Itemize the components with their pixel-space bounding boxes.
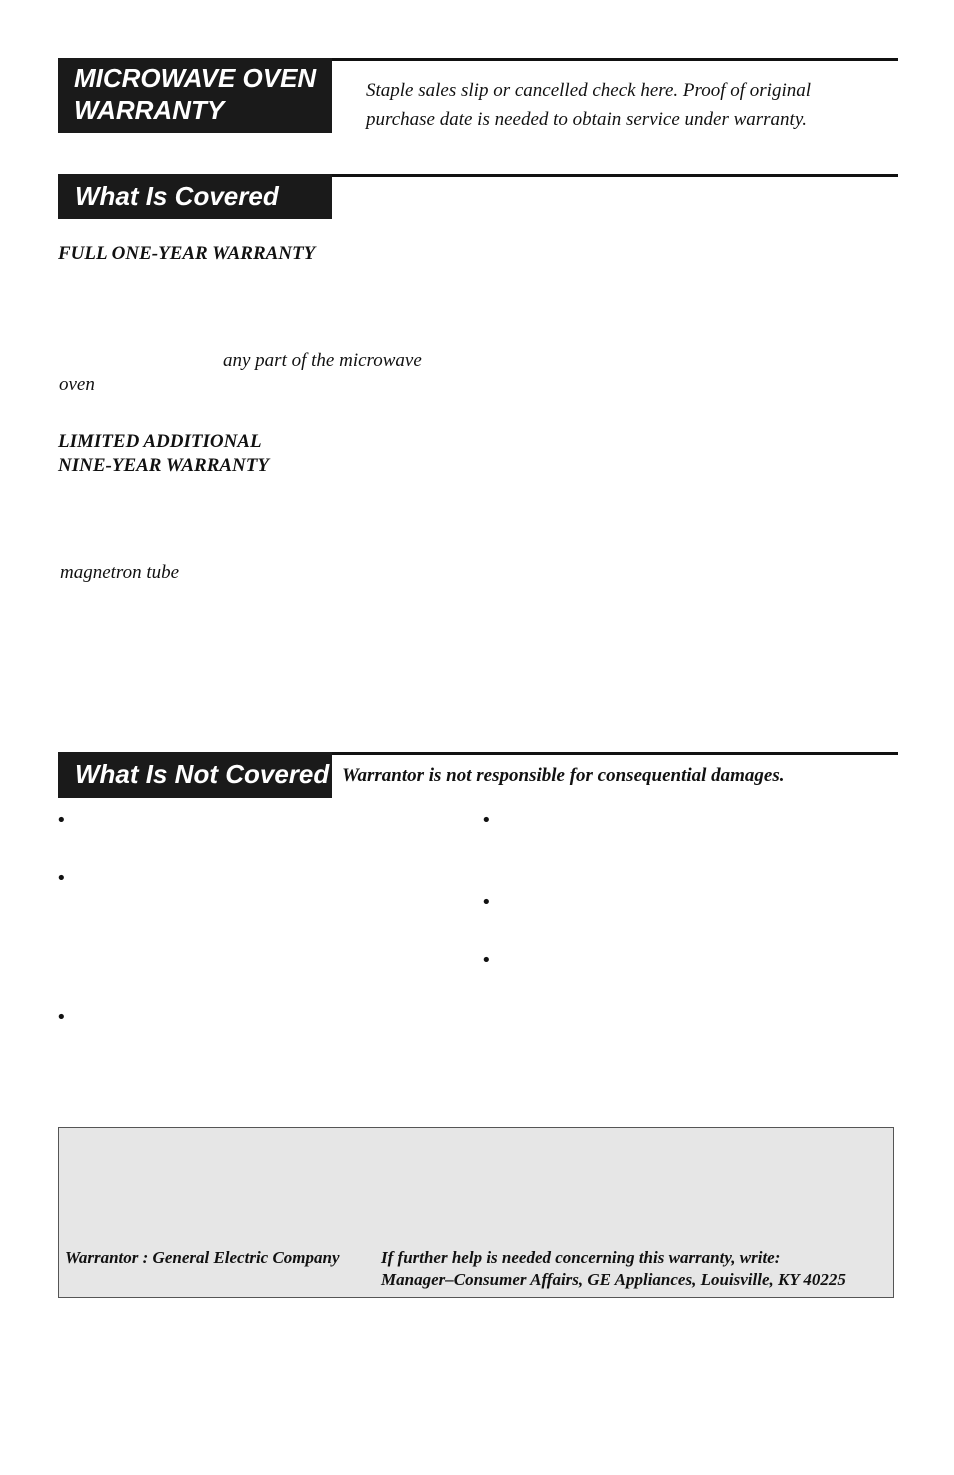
warrantor-name: Warrantor : General Electric Company — [65, 1248, 340, 1267]
any-part-fragment: any part of the microwave — [223, 350, 422, 371]
limited-warranty-line1: LIMITED ADDITIONAL — [58, 431, 262, 452]
staple-note — [366, 76, 811, 134]
what-is-not-covered-heading: What Is Not Covered — [58, 752, 332, 798]
warranty-title-box — [58, 58, 332, 133]
what-is-covered-heading: What Is Covered — [58, 174, 332, 219]
warrantor-info-box — [58, 1127, 894, 1298]
further-help-line1: If further help is needed concerning this warranty, write: — [381, 1248, 781, 1267]
further-help-line2: Manager–Consumer Affairs, GE Appliances, Louisville, KY 40225 — [381, 1270, 846, 1289]
magnetron-tube-fragment: magnetron tube — [60, 562, 180, 583]
limited-warranty-line2: NINE-YEAR WARRANTY — [58, 455, 269, 476]
not-covered-bullet-1: • — [56, 810, 67, 831]
not-covered-bullet-4: • — [481, 810, 492, 831]
oven-fragment: oven — [59, 374, 95, 395]
staple-note-line1: Staple sales slip or cancelled check here. Proof of original — [366, 80, 811, 101]
not-covered-bullet-3: • — [56, 1007, 67, 1028]
warranty-title-line2: WARRANTY — [74, 95, 225, 125]
full-one-year-warranty-label: FULL ONE-YEAR WARRANTY — [58, 243, 316, 264]
not-covered-bullet-2: • — [56, 868, 67, 889]
not-covered-bullet-6: • — [481, 950, 492, 971]
further-help-note — [381, 1247, 846, 1291]
warranty-title-line1: MICROWAVE OVEN — [74, 63, 317, 93]
not-covered-bullet-5: • — [481, 892, 492, 913]
staple-note-line2: purchase date is needed to obtain service under warranty. — [366, 109, 807, 130]
limited-warranty-label — [58, 430, 269, 478]
consequential-damages-note: Warrantor is not responsible for consequential damages. — [342, 765, 785, 786]
